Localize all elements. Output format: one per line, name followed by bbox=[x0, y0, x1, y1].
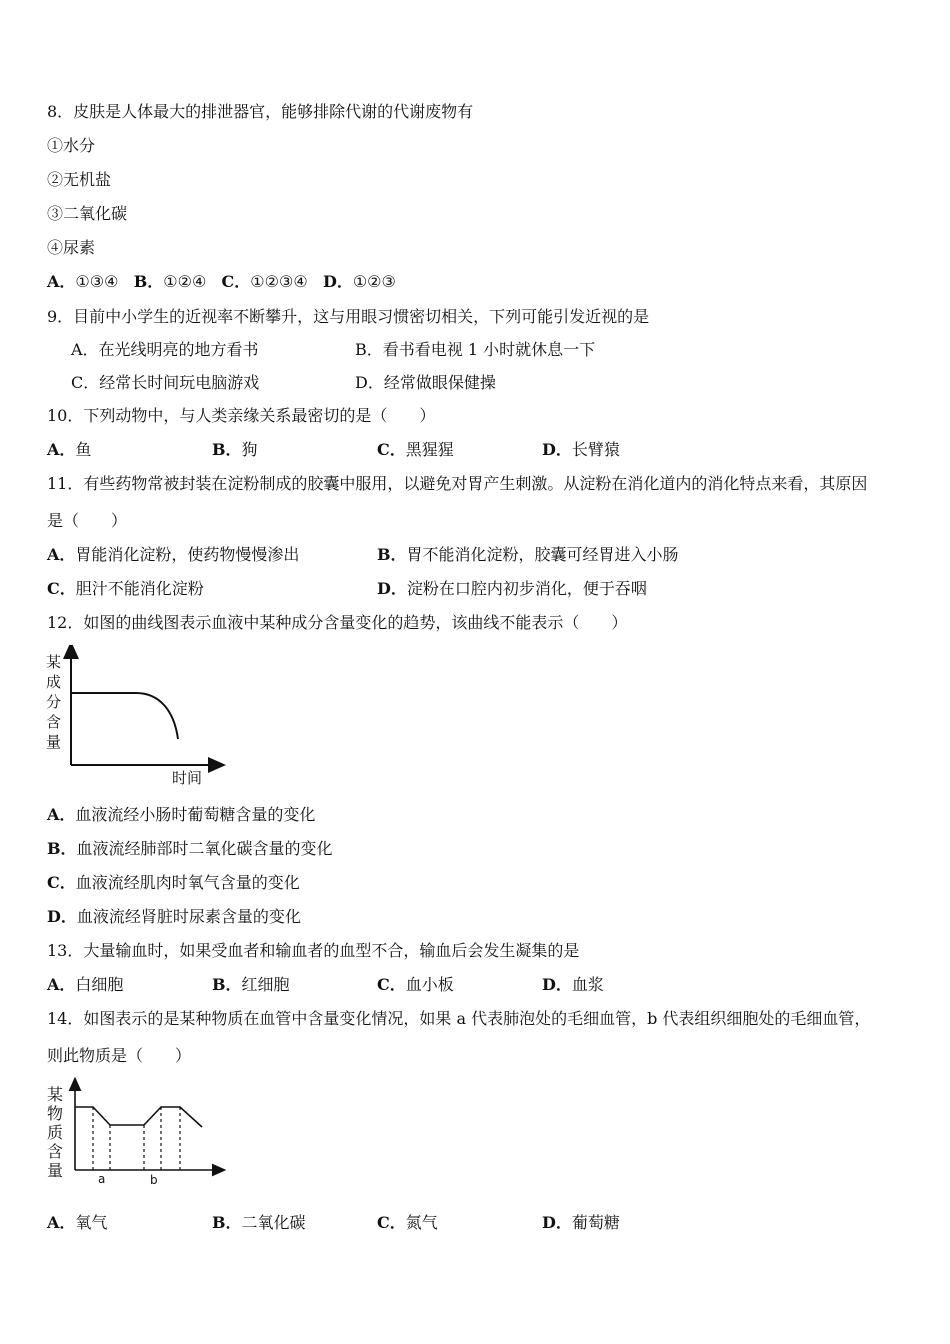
q13-option-c bbox=[377, 975, 454, 995]
q14-option-a bbox=[47, 1213, 107, 1233]
q12-option-c bbox=[47, 873, 300, 893]
q13-option-b bbox=[212, 975, 290, 995]
q12-curve-figure bbox=[44, 645, 229, 790]
q14-figure bbox=[44, 1077, 229, 1192]
q12-ylabel-1: 某 bbox=[46, 653, 62, 671]
q10-option-d bbox=[542, 440, 620, 460]
q14-option-d bbox=[542, 1213, 620, 1233]
q11-option-a-letter: A． bbox=[47, 545, 76, 564]
q8-option-d: ①②③ bbox=[352, 272, 396, 291]
q14-ylabel-5: 量 bbox=[47, 1161, 64, 1180]
q13-option-d-text: 血浆 bbox=[571, 975, 604, 994]
q14-option-d-letter: D． bbox=[542, 1213, 572, 1232]
q12-option-d bbox=[47, 907, 301, 927]
q14-ylabel-3: 质 bbox=[47, 1123, 64, 1142]
q11-option-b bbox=[377, 545, 679, 565]
q12-option-d-letter: D． bbox=[47, 907, 77, 926]
q14-option-c-letter: C． bbox=[377, 1213, 406, 1232]
q11-option-c-text: 胆汁不能消化淀粉 bbox=[75, 579, 204, 598]
q8-option-b-letter: B． bbox=[133, 272, 164, 291]
q10-option-b-letter: B． bbox=[212, 440, 242, 459]
q13-option-b-text: 红细胞 bbox=[241, 975, 290, 994]
q14-option-a-letter: A． bbox=[47, 1213, 76, 1232]
q11-option-b-text: 胃不能消化淀粉，胶囊可经胃进入小肠 bbox=[406, 545, 679, 564]
q8-item-4: ④尿素 bbox=[47, 238, 96, 257]
q12-ylabel-5: 量 bbox=[46, 733, 62, 751]
q8-option-d-letter: D． bbox=[322, 272, 353, 291]
q14-option-b-letter: B． bbox=[212, 1213, 242, 1232]
q9-option-d: D．经常做眼保健操 bbox=[355, 373, 496, 392]
q14-content-line bbox=[75, 1107, 202, 1127]
q10-option-d-letter: D． bbox=[542, 440, 572, 459]
q11-stem-line1: 11．有些药物常被封装在淀粉制成的胶囊中服用，以避免对胃产生刺激。从淀粉在消化道内的消化特点来看，其原因 bbox=[47, 474, 868, 493]
q12-option-a bbox=[47, 805, 315, 825]
q11-option-d-text: 淀粉在口腔内初步消化，便于吞咽 bbox=[406, 579, 647, 598]
q13-option-d-letter: D． bbox=[542, 975, 572, 994]
q11-option-a-text: 胃能消化淀粉，使药物慢慢渗出 bbox=[75, 545, 300, 564]
q11-option-a bbox=[47, 545, 299, 565]
q8-stem: 8．皮肤是人体最大的排泄器官，能够排除代谢的代谢废物有 bbox=[47, 102, 474, 121]
q14-stem-line2: 则此物质是（ ） bbox=[47, 1046, 192, 1065]
q12-ylabel-4: 含 bbox=[46, 713, 62, 731]
q14-option-b-text: 二氧化碳 bbox=[241, 1213, 306, 1232]
q10-option-c-letter: C． bbox=[377, 440, 406, 459]
q9-option-c: C．经常长时间玩电脑游戏 bbox=[71, 373, 260, 392]
q11-option-d-letter: D． bbox=[377, 579, 407, 598]
q10-option-a-letter: A． bbox=[47, 440, 76, 459]
q10-option-c-text: 黑猩猩 bbox=[405, 440, 454, 459]
q13-option-b-letter: B． bbox=[212, 975, 242, 994]
q9-option-b: B．看书看电视 1 小时就休息一下 bbox=[355, 340, 596, 359]
q11-option-c-letter: C． bbox=[47, 579, 76, 598]
q13-option-d bbox=[542, 975, 604, 995]
q12-curve-line bbox=[71, 693, 178, 739]
q8-item-3: ③二氧化碳 bbox=[47, 204, 128, 223]
q14-ylabel-1: 某 bbox=[47, 1085, 64, 1104]
q11-option-b-letter: B． bbox=[377, 545, 407, 564]
q10-option-d-text: 长臂猿 bbox=[571, 440, 620, 459]
q11-option-d bbox=[377, 579, 647, 599]
q12-option-a-text: 血液流经小肠时葡萄糖含量的变化 bbox=[75, 805, 316, 824]
q12-ylabel-3: 分 bbox=[46, 693, 62, 711]
q14-ylabel-4: 含 bbox=[47, 1142, 64, 1161]
q8-options bbox=[47, 272, 396, 292]
q12-option-c-letter: C． bbox=[47, 873, 76, 892]
q9-stem: 9．目前中小学生的近视率不断攀升，这与用眼习惯密切相关，下列可能引发近视的是 bbox=[47, 307, 650, 326]
q12-option-d-text: 血液流经肾脏时尿素含量的变化 bbox=[76, 907, 301, 926]
q10-option-b-text: 狗 bbox=[241, 440, 258, 459]
q13-option-c-letter: C． bbox=[377, 975, 406, 994]
q10-stem: 10．下列动物中，与人类亲缘关系最密切的是（ ） bbox=[47, 406, 436, 425]
q14-option-d-text: 葡萄糖 bbox=[571, 1213, 620, 1232]
q13-option-c-text: 血小板 bbox=[405, 975, 454, 994]
q11-stem-line2: 是（ ） bbox=[47, 511, 128, 530]
q14-stem-line1: 14．如图表示的是某种物质在血管中含量变化情况，如果 a 代表肺泡处的毛细血管，b 代表组织细胞处的毛细血管， bbox=[47, 1009, 871, 1028]
q8-option-b: ①②④ bbox=[163, 272, 207, 291]
q14-dashed-guides bbox=[93, 1107, 180, 1170]
q9-option-a: A．在光线明亮的地方看书 bbox=[71, 340, 259, 359]
q14-option-c-text: 氮气 bbox=[405, 1213, 438, 1232]
q14-option-a-text: 氧气 bbox=[75, 1213, 108, 1232]
q8-option-a: ①③④ bbox=[75, 272, 119, 291]
q12-stem: 12．如图的曲线图表示血液中某种成分含量变化的趋势，该曲线不能表示（ ） bbox=[47, 613, 628, 632]
q10-option-b bbox=[212, 440, 258, 460]
q10-option-c bbox=[377, 440, 454, 460]
q12-option-c-text: 血液流经肌肉时氧气含量的变化 bbox=[75, 873, 300, 892]
q8-option-c-letter: C． bbox=[221, 272, 251, 291]
q13-option-a bbox=[47, 975, 123, 995]
q8-item-1: ①水分 bbox=[47, 136, 96, 155]
q14-ylabel-2: 物 bbox=[47, 1104, 64, 1123]
q13-option-a-text: 白细胞 bbox=[75, 975, 124, 994]
q12-option-b-text: 血液流经肺部时二氧化碳含量的变化 bbox=[76, 839, 333, 858]
q14-option-b bbox=[212, 1213, 306, 1233]
q14-mark-a: a bbox=[98, 1172, 106, 1186]
q12-xlabel: 时间 bbox=[172, 769, 203, 787]
q14-mark-b: b bbox=[150, 1173, 158, 1187]
q12-option-a-letter: A． bbox=[47, 805, 76, 824]
q13-stem: 13．大量输血时，如果受血者和输血者的血型不合，输血后会发生凝集的是 bbox=[47, 941, 580, 960]
q8-option-c: ①②③④ bbox=[250, 272, 308, 291]
q8-item-2: ②无机盐 bbox=[47, 170, 112, 189]
q11-option-c bbox=[47, 579, 204, 599]
q10-option-a-text: 鱼 bbox=[75, 440, 92, 459]
q12-option-b bbox=[47, 839, 333, 859]
q10-option-a bbox=[47, 440, 91, 460]
q14-option-c bbox=[377, 1213, 438, 1233]
q13-option-a-letter: A． bbox=[47, 975, 76, 994]
q12-ylabel-2: 成 bbox=[46, 673, 62, 691]
q8-option-a-letter: A． bbox=[47, 272, 76, 291]
q12-option-b-letter: B． bbox=[47, 839, 77, 858]
